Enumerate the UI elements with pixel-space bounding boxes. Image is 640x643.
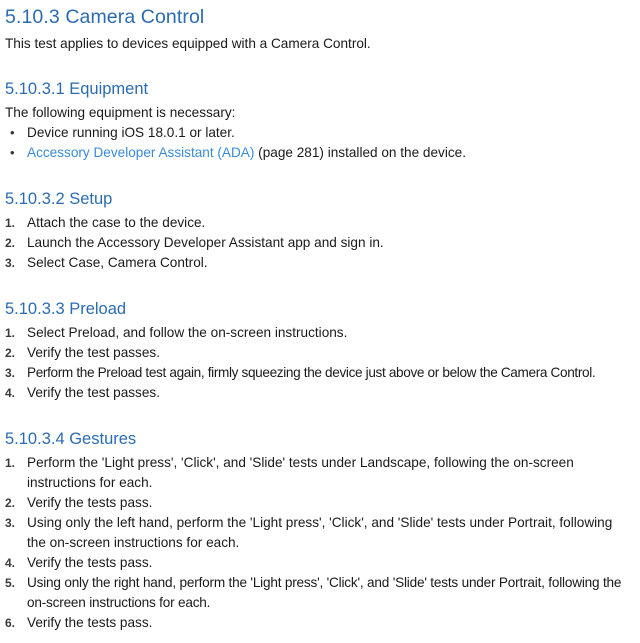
list-item [5, 343, 635, 363]
list-item [5, 233, 635, 253]
step-text: Perform the Preload test again, firmly squeezing the device just above or below the Camera Control. [27, 365, 596, 380]
list-item [5, 453, 635, 493]
equipment-item-text: Device running iOS 18.0.1 or later. [27, 125, 235, 140]
step-text: Verify the tests pass. [27, 615, 153, 630]
step-number: 2. [5, 236, 16, 250]
list-item [5, 553, 635, 573]
gestures-section [5, 428, 635, 633]
step-text: Select Preload, and follow the on-screen instructions. [27, 325, 348, 340]
step-number: 6. [5, 616, 16, 630]
equipment-list [5, 123, 635, 163]
equipment-section [5, 78, 635, 163]
step-text: Using only the left hand, perform the 'Light press', 'Click', and 'Slide' tests under Portrait, following the on-screen instructions for each. [27, 515, 613, 550]
section-title: 5.10.3 Camera Control [5, 6, 205, 28]
document-page [5, 4, 635, 633]
list-item [5, 613, 635, 633]
step-number: 2. [5, 346, 16, 360]
step-number: 3. [5, 366, 16, 380]
step-text: Verify the tests pass. [27, 495, 153, 510]
setup-steps [5, 213, 635, 273]
list-item [5, 383, 635, 403]
step-text: Select Case, Camera Control. [27, 255, 208, 270]
gestures-heading: 5.10.3.4 Gestures [5, 430, 137, 448]
preload-section [5, 298, 635, 403]
step-number: 4. [5, 556, 16, 570]
step-number: 4. [5, 386, 16, 400]
step-text: Verify the test passes. [27, 345, 160, 360]
list-item [5, 493, 635, 513]
step-number: 3. [5, 256, 16, 270]
step-text: Verify the tests pass. [27, 555, 153, 570]
equipment-lead: The following equipment is necessary: [5, 105, 236, 120]
step-text: Using only the right hand, perform the 'Light press', 'Click', and 'Slide' tests under Portrait, following the on-screen instructions for each. [27, 575, 622, 610]
preload-heading: 5.10.3.3 Preload [5, 300, 127, 318]
step-text: Attach the case to the device. [27, 215, 206, 230]
list-item [5, 143, 635, 163]
equipment-heading: 5.10.3.1 Equipment [5, 80, 149, 98]
list-item [5, 573, 635, 613]
bullet-icon: • [10, 145, 15, 160]
step-number: 3. [5, 516, 16, 530]
step-text: Verify the test passes. [27, 385, 160, 400]
step-number: 5. [5, 576, 16, 590]
step-text: Launch the Accessory Developer Assistant app and sign in. [27, 235, 384, 250]
list-item [5, 513, 635, 553]
equipment-item-text: (page 281) installed on the device. [254, 145, 467, 160]
list-item [5, 213, 635, 233]
setup-heading: 5.10.3.2 Setup [5, 190, 113, 208]
preload-steps [5, 323, 635, 403]
list-item [5, 323, 635, 343]
setup-section [5, 188, 635, 273]
step-number: 1. [5, 216, 16, 230]
step-number: 1. [5, 456, 16, 470]
ada-link[interactable]: Accessory Developer Assistant (ADA) [27, 145, 255, 160]
list-item [5, 253, 635, 273]
section-intro: This test applies to devices equipped with a Camera Control. [5, 36, 371, 51]
step-number: 2. [5, 496, 16, 510]
bullet-icon: • [10, 125, 15, 140]
gestures-steps [5, 453, 635, 633]
step-number: 1. [5, 326, 16, 340]
step-text: Perform the 'Light press', 'Click', and 'Slide' tests under Landscape, following the on-screen instructions for each. [27, 455, 574, 490]
list-item [5, 363, 635, 383]
list-item [5, 123, 635, 143]
